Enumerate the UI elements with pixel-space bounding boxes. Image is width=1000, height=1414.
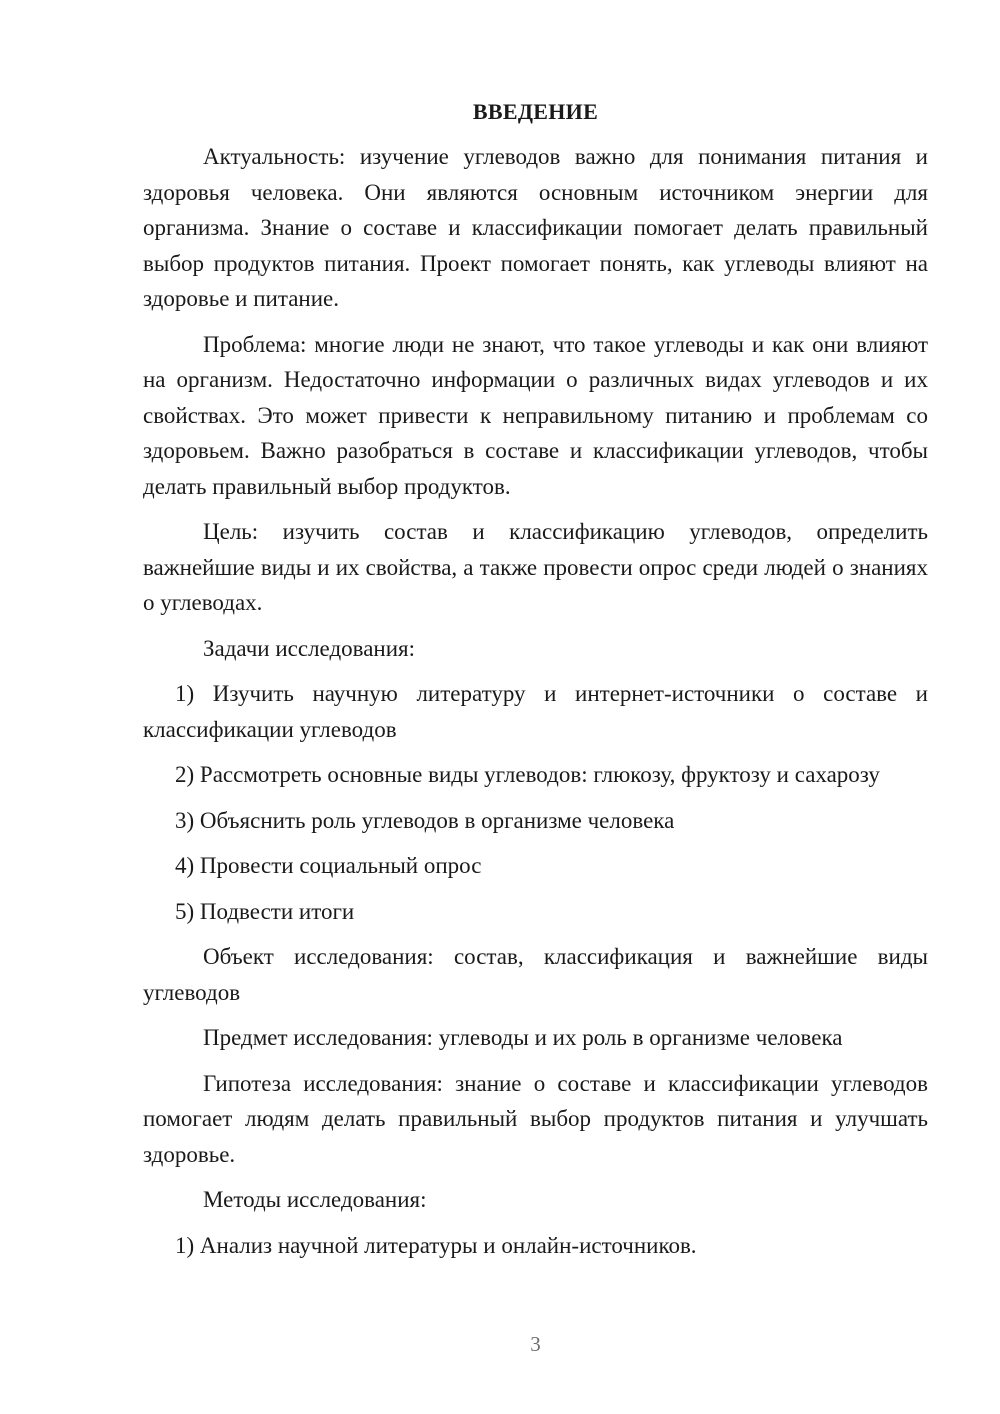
method-item: 1) Анализ научной литературы и онлайн-источников. xyxy=(175,1232,697,1258)
subject-paragraph: Предмет исследования: углеводы и их роль в организме человека xyxy=(203,1025,843,1050)
task-item: 2) Рассмотреть основные виды углеводов: глюкозу, фруктозу и сахарозу xyxy=(175,762,880,787)
task-item: 3) Объяснить роль углеводов в организме человека xyxy=(175,807,675,833)
task-item: 5) Подвести итоги xyxy=(175,898,355,924)
relevance-paragraph: Актуальность: изучение углеводов важно для понимания питания и здоровья человека. Они являются основным источником энергии для организма. Знание о составе и классификации помогает делать правильный выбор продуктов питания. Проект помогает понять, как углеводы влияют на здоровье и питание. xyxy=(143,144,928,311)
document-body xyxy=(143,94,928,1273)
tasks-heading: Задачи исследования: xyxy=(203,635,416,661)
object-paragraph: Объект исследования: состав, классификация и важнейшие виды углеводов xyxy=(143,944,928,1005)
page-number: 3 xyxy=(530,1332,541,1356)
methods-heading: Методы исследования: xyxy=(203,1187,427,1212)
hypothesis-paragraph: Гипотеза исследования: знание о составе и классификации углеводов помогает людям делать правильный выбор продуктов питания и улучшать здоровье. xyxy=(143,1070,928,1167)
task-item: 1) Изучить научную литературу и интернет-источники о составе и классификации углеводов xyxy=(143,681,928,742)
section-title: ВВЕДЕНИЕ xyxy=(472,99,599,124)
problem-paragraph: Проблема: многие люди не знают, что такое углеводы и как они влияют на организм. Недостаточно информации о различных видах углеводов и их свойствах. Это может привести к неправильному питанию и проблемам со здоровьем. Важно разобраться в составе и классификации углеводов, чтобы делать правильный выбор продуктов. xyxy=(143,331,928,499)
goal-paragraph: Цель: изучить состав и классификацию углеводов, определить важнейшие виды и их свойства, а также провести опрос среди людей о знаниях о углеводах. xyxy=(143,519,928,615)
task-item: 4) Провести социальный опрос xyxy=(175,853,482,878)
